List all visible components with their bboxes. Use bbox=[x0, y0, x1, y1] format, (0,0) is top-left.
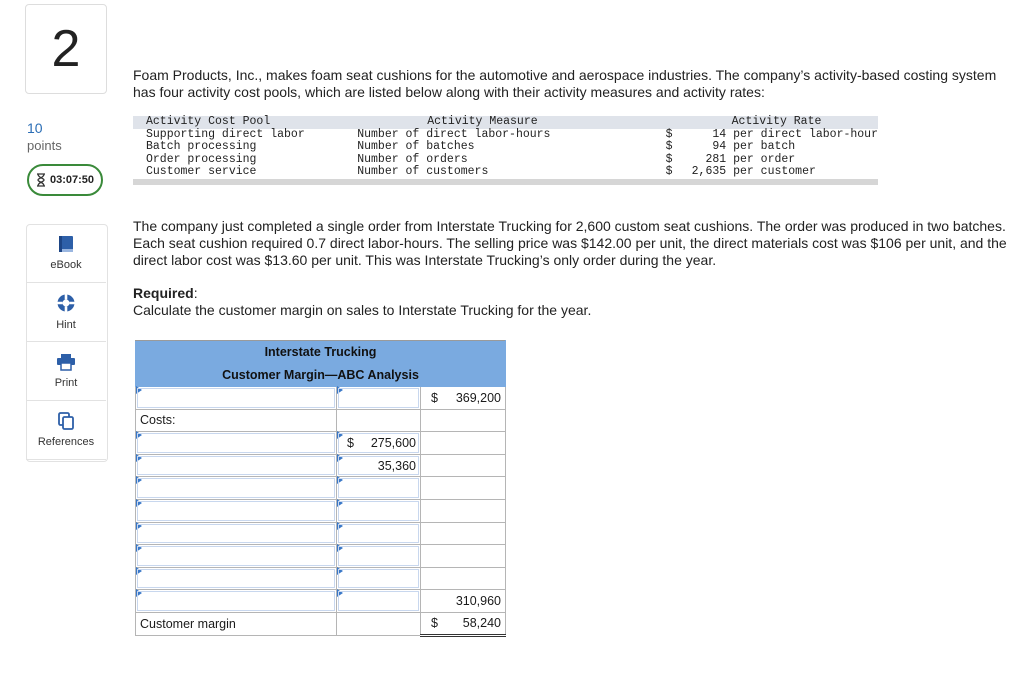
tools-list bbox=[26, 224, 106, 460]
documents-icon bbox=[57, 412, 75, 430]
table-row bbox=[136, 387, 506, 410]
pool-name: Batch processing bbox=[146, 140, 257, 154]
cost-label-input[interactable] bbox=[136, 567, 337, 590]
pool-measure: Number of direct labor-hours bbox=[357, 127, 551, 141]
header-pool: Activity Cost Pool bbox=[133, 116, 357, 129]
points-value: 10 bbox=[27, 120, 43, 136]
lifebuoy-icon bbox=[56, 293, 76, 313]
table-row bbox=[136, 612, 506, 635]
table-row bbox=[136, 522, 506, 545]
pool-dollar: $ bbox=[665, 127, 673, 141]
pool-rate: 2,635 per customer bbox=[691, 165, 816, 179]
pool-name: Order processing bbox=[146, 152, 257, 166]
pool-row bbox=[133, 141, 878, 154]
cost-label-input[interactable] bbox=[136, 590, 337, 613]
sales-amount-input[interactable] bbox=[337, 387, 421, 410]
scenario-paragraph: The company just completed a single order from Interstate Trucking for 2,600 custom seat cushions. The order was produced in two batches. Each seat cushion required 0.7 direct labor-hours. The selling price was $142.00 per unit, the direct materials cost was $106 per unit, and the direct labor cost was $13.60 per unit. This was Interstate Trucking’s only order during the year. bbox=[133, 218, 1007, 268]
table-row bbox=[136, 409, 506, 432]
pool-dollar: $ bbox=[665, 152, 673, 166]
cost-value: 275,600 bbox=[370, 435, 416, 450]
sales-label-input[interactable] bbox=[136, 387, 337, 410]
costs-label: Costs: bbox=[136, 409, 337, 432]
pool-name: Supporting direct labor bbox=[146, 127, 305, 141]
cost-label-input[interactable] bbox=[136, 545, 337, 568]
ebook-button[interactable] bbox=[26, 224, 106, 283]
cost-label-input[interactable] bbox=[136, 477, 337, 500]
pool-measure: Number of customers bbox=[357, 165, 489, 179]
cost-value: 35,360 bbox=[377, 458, 416, 473]
hint-button[interactable] bbox=[26, 283, 106, 342]
pool-measure: Number of batches bbox=[357, 140, 475, 154]
cost-amount-input[interactable] bbox=[337, 522, 421, 545]
cost-amount-input[interactable] bbox=[337, 432, 421, 455]
cost-dollar: $ bbox=[347, 435, 354, 450]
table-row bbox=[136, 454, 506, 477]
table-row bbox=[136, 499, 506, 522]
table-row bbox=[136, 590, 506, 613]
pool-rate: 281 per order bbox=[691, 152, 796, 166]
question-number: 2 bbox=[25, 4, 107, 94]
printer-icon bbox=[56, 353, 76, 371]
timer-text: 03:07:50 bbox=[49, 174, 95, 186]
pool-row bbox=[133, 166, 878, 179]
cost-amount-input[interactable] bbox=[337, 477, 421, 500]
points-display bbox=[27, 120, 62, 154]
table-row bbox=[136, 432, 506, 455]
required-colon: : bbox=[193, 285, 198, 301]
pools-header-row bbox=[133, 116, 878, 129]
required-label: Required bbox=[133, 285, 194, 301]
pool-measure: Number of orders bbox=[357, 152, 468, 166]
cost-label-input[interactable] bbox=[136, 499, 337, 522]
cost-amount-input[interactable] bbox=[337, 545, 421, 568]
header-measure: Activity Measure bbox=[357, 116, 665, 129]
hourglass-icon bbox=[36, 173, 46, 187]
sales-dollar: $ bbox=[431, 390, 438, 405]
timer[interactable] bbox=[27, 164, 103, 196]
references-button[interactable] bbox=[26, 401, 106, 460]
activity-pools-table bbox=[133, 116, 878, 185]
cost-label-input[interactable] bbox=[136, 432, 337, 455]
pool-name: Customer service bbox=[146, 165, 257, 179]
margin-dollar: $ bbox=[431, 616, 438, 631]
table-row bbox=[136, 567, 506, 590]
print-button[interactable] bbox=[26, 342, 106, 401]
pool-rate: 94 per batch bbox=[691, 140, 796, 154]
cost-label-input[interactable] bbox=[136, 522, 337, 545]
pool-dollar: $ bbox=[665, 165, 673, 179]
table-row bbox=[136, 477, 506, 500]
required-text: Calculate the customer margin on sales to Interstate Trucking for the year. bbox=[133, 302, 592, 318]
print-label: Print bbox=[54, 377, 78, 389]
points-label: points bbox=[27, 138, 62, 153]
customer-margin-value: 58,240 bbox=[462, 616, 501, 631]
customer-margin-table bbox=[135, 340, 506, 637]
intro-paragraph: Foam Products, Inc., makes foam seat cushions for the automotive and aerospace industries. The company’s activity-based costing system has four activity cost pools, which are listed below along with their activity measures and activity rates: bbox=[133, 67, 997, 100]
table-row bbox=[136, 545, 506, 568]
pool-dollar: $ bbox=[665, 140, 673, 154]
hint-label: Hint bbox=[56, 319, 76, 331]
book-icon bbox=[57, 235, 75, 253]
cost-amount-input[interactable] bbox=[337, 590, 421, 613]
cost-amount-input[interactable] bbox=[337, 499, 421, 522]
pool-rate: 14 per direct labor-hour bbox=[691, 127, 878, 141]
header-rate: Activity Rate bbox=[692, 116, 878, 129]
sales-value: 369,200 bbox=[455, 390, 501, 405]
total-costs: 310,960 bbox=[421, 590, 506, 613]
required-section bbox=[133, 285, 591, 319]
cost-amount-input[interactable] bbox=[337, 454, 421, 477]
ebook-label: eBook bbox=[50, 259, 82, 271]
cost-label-input[interactable] bbox=[136, 454, 337, 477]
table-title-company: Interstate Trucking bbox=[136, 341, 506, 364]
references-label: References bbox=[37, 436, 95, 448]
table-title-analysis: Customer Margin—ABC Analysis bbox=[136, 364, 506, 387]
cost-amount-input[interactable] bbox=[337, 567, 421, 590]
customer-margin-label: Customer margin bbox=[136, 612, 337, 635]
